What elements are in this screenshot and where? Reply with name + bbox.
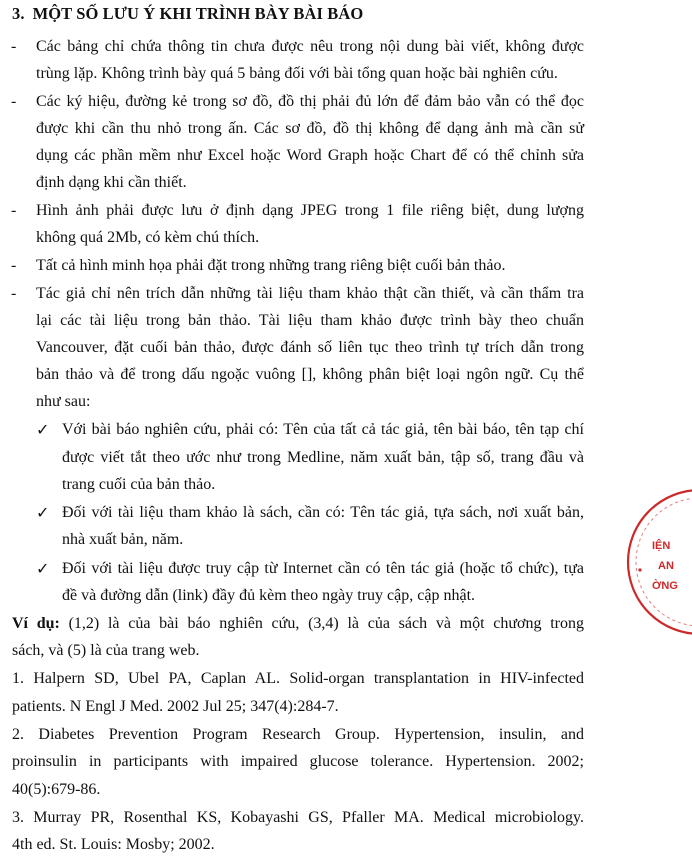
check-2-line-2: nhà xuất bản, năm.: [62, 531, 184, 548]
bullet-dash: -: [11, 38, 17, 55]
section-number: 3.: [12, 4, 25, 23]
bullet-1-line-2: trùng lặp. Không trình bày quá 5 bảng đối với bài tổng quan hoặc bài nghiên cứu.: [36, 65, 558, 82]
bullet-5-line-2: lại các tài liệu trong bản thảo. Tài liệu tham khảo được trình bày theo chuẩn: [36, 312, 584, 329]
bullet-3-line-2: không quá 2Mb, có kèm chú thích.: [36, 229, 260, 246]
bullet-3-line-1: Hình ảnh phải được lưu ở định dạng JPEG trong 1 file riêng biệt, dung lượng: [36, 202, 584, 219]
bullet-2-line-4: định dạng khi cần thiết.: [36, 174, 187, 191]
reference-2-line-1: 2. Diabetes Prevention Program Research Group. Hypertension, insulin, and: [12, 726, 584, 743]
red-stamp: [624, 488, 692, 636]
bullet-2-line-2: được khi cần thu nhỏ trong ấn. Các sơ đồ, đồ thị không để dạng ảnh mà cần sử: [36, 120, 584, 137]
check-3-line-2: đề và đường dẫn (link) đầy đủ kèm theo ngày truy cập, cập nhật.: [62, 587, 476, 604]
reference-2-line-3: 40(5):679-86.: [12, 781, 101, 798]
example-text: (1,2) là của bài báo nghiên cứu, (3,4) là của sách và một chương trong: [59, 615, 584, 632]
bullet-2-line-1: Các ký hiệu, đường kẻ trong sơ đồ, đồ thị phải đủ lớn để đảm bảo vẫn có thể đọc: [36, 93, 584, 110]
bullet-5-line-1: Tác giả chỉ nên trích dẫn những tài liệu tham khảo thật cần thiết, và cần thẩm tra: [36, 285, 584, 302]
check-2-line-1: Đối với tài liệu tham khảo là sách, cần có: Tên tác giả, tựa sách, nơi xuất bản,: [62, 504, 584, 521]
reference-1-line-2: patients. N Engl J Med. 2002 Jul 25; 347(4):284-7.: [12, 698, 339, 715]
bullet-dash: -: [11, 257, 17, 274]
bullet-4-line-1: Tất cả hình minh họa phải đặt trong những trang riêng biệt cuối bản thảo.: [36, 257, 506, 274]
check-1-line-1: Với bài báo nghiên cứu, phải có: Tên của tất cả tác giả, tên bài báo, tên tạp chí: [62, 421, 584, 438]
bullet-2-line-3: dụng các phần mềm như Excel hoặc Word Graph hoặc Chart để có thể chỉnh sửa: [36, 147, 584, 164]
check-1-line-3: trang cuối của bản thảo.: [62, 476, 216, 493]
bullet-5-line-5: như sau:: [36, 393, 91, 410]
stamp-text-1: IỆN: [652, 540, 671, 552]
check-3-line-1: Đối với tài liệu được truy cập từ Internet cần có tên tác giả (hoặc tổ chức), tựa: [62, 560, 584, 577]
bullet-5-line-4: bản thảo và để trong dấu ngoặc vuông [], không phân biệt loại ngôn ngữ. Cụ thể: [36, 366, 584, 383]
reference-2-line-2: proinsulin in participants with impaired glucose tolerance. Hypertension. 2002;: [12, 753, 584, 770]
example-line-2: sách, và (5) là của trang web.: [12, 642, 200, 659]
bullet-dash: -: [11, 202, 17, 219]
bullet-5-line-3: Vancouver, đặt cuối bản thảo, được đánh số liên tục theo trình tự trích dẫn trong: [36, 339, 584, 356]
bullet-dash: -: [11, 93, 17, 110]
example-line-1: [12, 614, 584, 634]
section-heading: [12, 4, 363, 24]
stamp-ring-icon: [624, 488, 692, 636]
check-1-line-2: được viết tắt theo ước như trong Medline, năm xuất bản, tập số, trang đầu và: [62, 449, 584, 466]
checkmark-icon: ✓: [36, 420, 50, 439]
checkmark-icon: ✓: [36, 559, 50, 578]
reference-1-line-1: 1. Halpern SD, Ubel PA, Caplan AL. Solid-organ transplantation in HIV-infected: [12, 670, 584, 687]
bullet-1-line-1: Các bảng chỉ chứa thông tin chưa được nêu trong nội dung bài viết, không được: [36, 38, 584, 55]
bullet-dash: -: [11, 285, 17, 302]
reference-3-line-2: 4th ed. St. Louis: Mosby; 2002.: [12, 836, 215, 853]
stamp-text-3: ỜNG: [652, 580, 678, 592]
example-label: Ví dụ:: [12, 615, 60, 632]
stamp-text-2: AN: [658, 560, 674, 572]
section-title: MỘT SỐ LƯU Ý KHI TRÌNH BÀY BÀI BÁO: [32, 4, 364, 23]
reference-3-line-1: 3. Murray PR, Rosenthal KS, Kobayashi GS, Pfaller MA. Medical microbiology.: [12, 809, 584, 826]
checkmark-icon: ✓: [36, 503, 50, 522]
